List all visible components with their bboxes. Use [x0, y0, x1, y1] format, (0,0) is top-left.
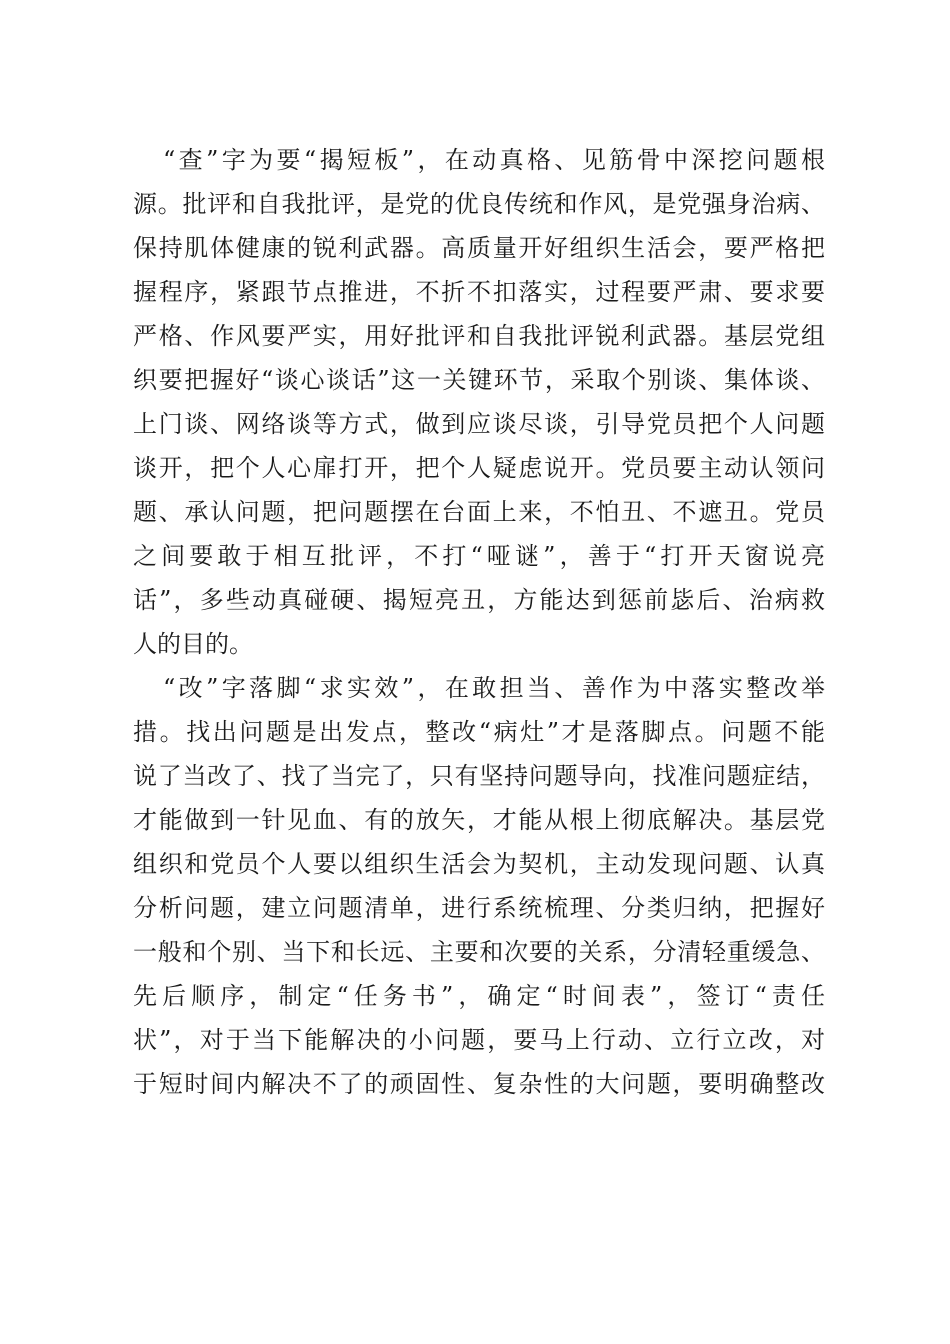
- text-line: 分析问题，建立问题清单，进行系统梳理、分类归纳，把握好: [133, 894, 825, 922]
- text-line: 上门谈、网络谈等方式，做到应谈尽谈，引导党员把个人问题: [133, 410, 825, 438]
- paragraph-cha: [133, 138, 825, 666]
- text-line: 措。找出问题是出发点，整改“病灶”才是落脚点。问题不能: [133, 718, 825, 746]
- text-line: 说了当改了、找了当完了，只有坚持问题导向，找准问题症结，: [133, 762, 825, 790]
- text-line: 状”，对于当下能解决的小问题，要马上行动、立行立改，对: [133, 1026, 825, 1054]
- paragraph-gai: [133, 666, 825, 1106]
- text-line: 谈开，把个人心扉打开，把个人疑虑说开。党员要主动认领问: [133, 454, 825, 482]
- text-line: 人的目的。: [133, 630, 253, 658]
- text-line: 一般和个别、当下和长远、主要和次要的关系，分清轻重缓急、: [133, 938, 825, 966]
- text-line: 源。批评和自我批评，是党的优良传统和作风，是党强身治病、: [133, 190, 825, 218]
- text-line: “改”字落脚“求实效”，在敢担当、善作为中落实整改举: [163, 674, 825, 702]
- text-line: “查”字为要“揭短板”，在动真格、见筋骨中深挖问题根: [163, 146, 825, 174]
- text-line: 组织和党员个人要以组织生活会为契机，主动发现问题、认真: [133, 850, 825, 878]
- text-line: 之间要敢于相互批评，不打“哑谜”，善于“打开天窗说亮: [133, 542, 825, 570]
- text-line: 于短时间内解决不了的顽固性、复杂性的大问题，要明确整改: [133, 1070, 825, 1098]
- text-line: 才能做到一针见血、有的放矢，才能从根上彻底解决。基层党: [133, 806, 825, 834]
- text-line: 织要把握好“谈心谈话”这一关键环节，采取个别谈、集体谈、: [133, 366, 825, 394]
- text-line: 先后顺序，制定“任务书”，确定“时间表”，签订“责任: [133, 982, 825, 1010]
- text-line: 话”，多些动真碰硬、揭短亮丑，方能达到惩前毖后、治病救: [133, 586, 825, 614]
- body-text: [133, 138, 825, 1106]
- text-line: 保持肌体健康的锐利武器。高质量开好组织生活会，要严格把: [133, 234, 825, 262]
- text-line: 握程序，紧跟节点推进，不折不扣落实，过程要严肃、要求要: [133, 278, 825, 306]
- text-line: 题、承认问题，把问题摆在台面上来，不怕丑、不遮丑。党员: [133, 498, 825, 526]
- text-line: 严格、作风要严实，用好批评和自我批评锐利武器。基层党组: [133, 322, 825, 350]
